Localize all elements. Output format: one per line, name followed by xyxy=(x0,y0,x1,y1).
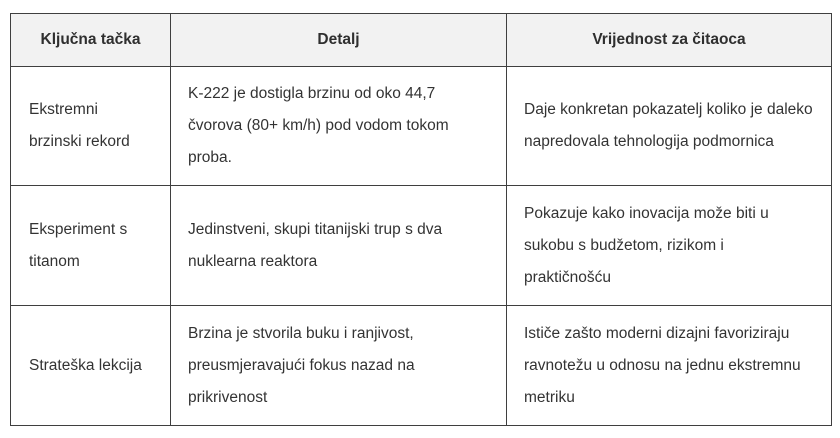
key-point-cell: Ekstremni brzinski rekord xyxy=(11,67,171,186)
key-points-table xyxy=(10,13,832,426)
detail-cell: Jedinstveni, skupi titanijski trup s dva nuklearna reaktora xyxy=(171,186,507,306)
key-point-cell: Eksperiment s titanom xyxy=(11,186,171,306)
table-row xyxy=(11,306,832,426)
table-header-row xyxy=(11,14,832,67)
detail-cell: K-222 je dostigla brzinu od oko 44,7 čvorova (80+ km/h) pod vodom tokom proba. xyxy=(171,67,507,186)
column-header-detail: Detalj xyxy=(171,14,507,67)
table-row xyxy=(11,67,832,186)
key-point-cell: Strateška lekcija xyxy=(11,306,171,426)
detail-cell: Brzina je stvorila buku i ranjivost, preusmjeravajući fokus nazad na prikrivenost xyxy=(171,306,507,426)
reader-value-cell: Ističe zašto moderni dizajni favoriziraju ravnotežu u odnosu na jednu ekstremnu metriku xyxy=(507,306,832,426)
column-header-key-point: Ključna tačka xyxy=(11,14,171,67)
column-header-reader-value: Vrijednost za čitaoca xyxy=(507,14,832,67)
reader-value-cell: Daje konkretan pokazatelj koliko je daleko napredovala tehnologija podmornica xyxy=(507,67,832,186)
reader-value-cell: Pokazuje kako inovacija može biti u sukobu s budžetom, rizikom i praktičnošću xyxy=(507,186,832,306)
table-row xyxy=(11,186,832,306)
